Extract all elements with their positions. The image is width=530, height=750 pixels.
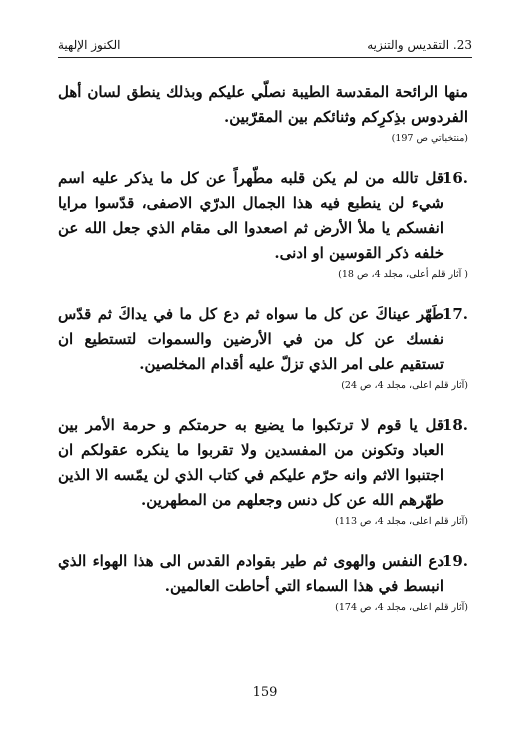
quote-number: 16. [441,169,468,187]
quote-text: طَهّر عيناكَ عن كل ما سواه ثم دع كل ما في يداكَ ثم قدّس نفسك عن كل من في الأرضين والسموات لتستطيع ان تستقيم على امر الذي تزلّ عليه أقدام المخلصين. [58,305,444,373]
header-rule [58,57,472,58]
intro-passage [58,80,468,146]
quote-text: دع النفس والهوى ثم طير بقوادم القدس الى هذا الهواء الذي انبسط في هذا السماء التي أحاطت العالمين. [58,552,444,595]
quote-number: 17. [441,305,468,323]
page-body [58,80,468,635]
quote-source: (آثار قلم اعلى، مجلد 4، ص 174) [335,602,468,613]
quote-number: 19. [441,552,468,570]
running-header [58,38,472,52]
intro-text: منها الرائحة المقدسة الطيبة نصلّي عليكم وبذلك ينطق لسان أهل الفردوس بذِكرِكم وثنائكم بين المقرّبين. [58,83,468,126]
header-section-title: 23. التقديس والتنزيه [367,38,472,52]
quote-18 [58,413,468,529]
quote-source: (آثار قلم اعلى، مجلد 4، ص 24) [341,380,468,391]
quote-text: قل تالله من لم يكن قلبه مطّهراً عن كل ما يذكر عليه اسم شيء لن ينطبع فيه هذا الجمال الدرّي الاصفى، قدّسوا مرايا انفسكم يا ملأ الأرض ثم اصعدوا الى مقام الذي جعل الله عن خلفه ذكر القوسين او ادنى. [58,169,444,262]
quote-source: ( آثار قلم أعلى، مجلد 4، ص 18) [338,269,468,280]
quote-number: 18. [441,416,468,434]
quote-17 [58,302,468,393]
quote-text: قل يا قوم لا ترتكبوا ما يضيع به حرمتكم و حرمة الأمر بين العباد وتكونن من المفسدين ولا تقربوا ما ينكره عقولكم ان اجتنبوا الاثم وانه حرّم عليكم في كتاب الذي لن يمّسه الا الذين طهّرهم الله عن كل دنس وجعلهم من المطهرين. [58,416,444,509]
header-book-title: الكنوز الإلهية [58,38,121,52]
quote-19 [58,549,468,615]
quote-16 [58,166,468,282]
page-number: 159 [252,685,278,700]
quote-source: (آثار قلم اعلى، مجلد 4، ص 113) [335,516,468,527]
intro-source: (منتخباتي ص 197) [391,133,468,144]
